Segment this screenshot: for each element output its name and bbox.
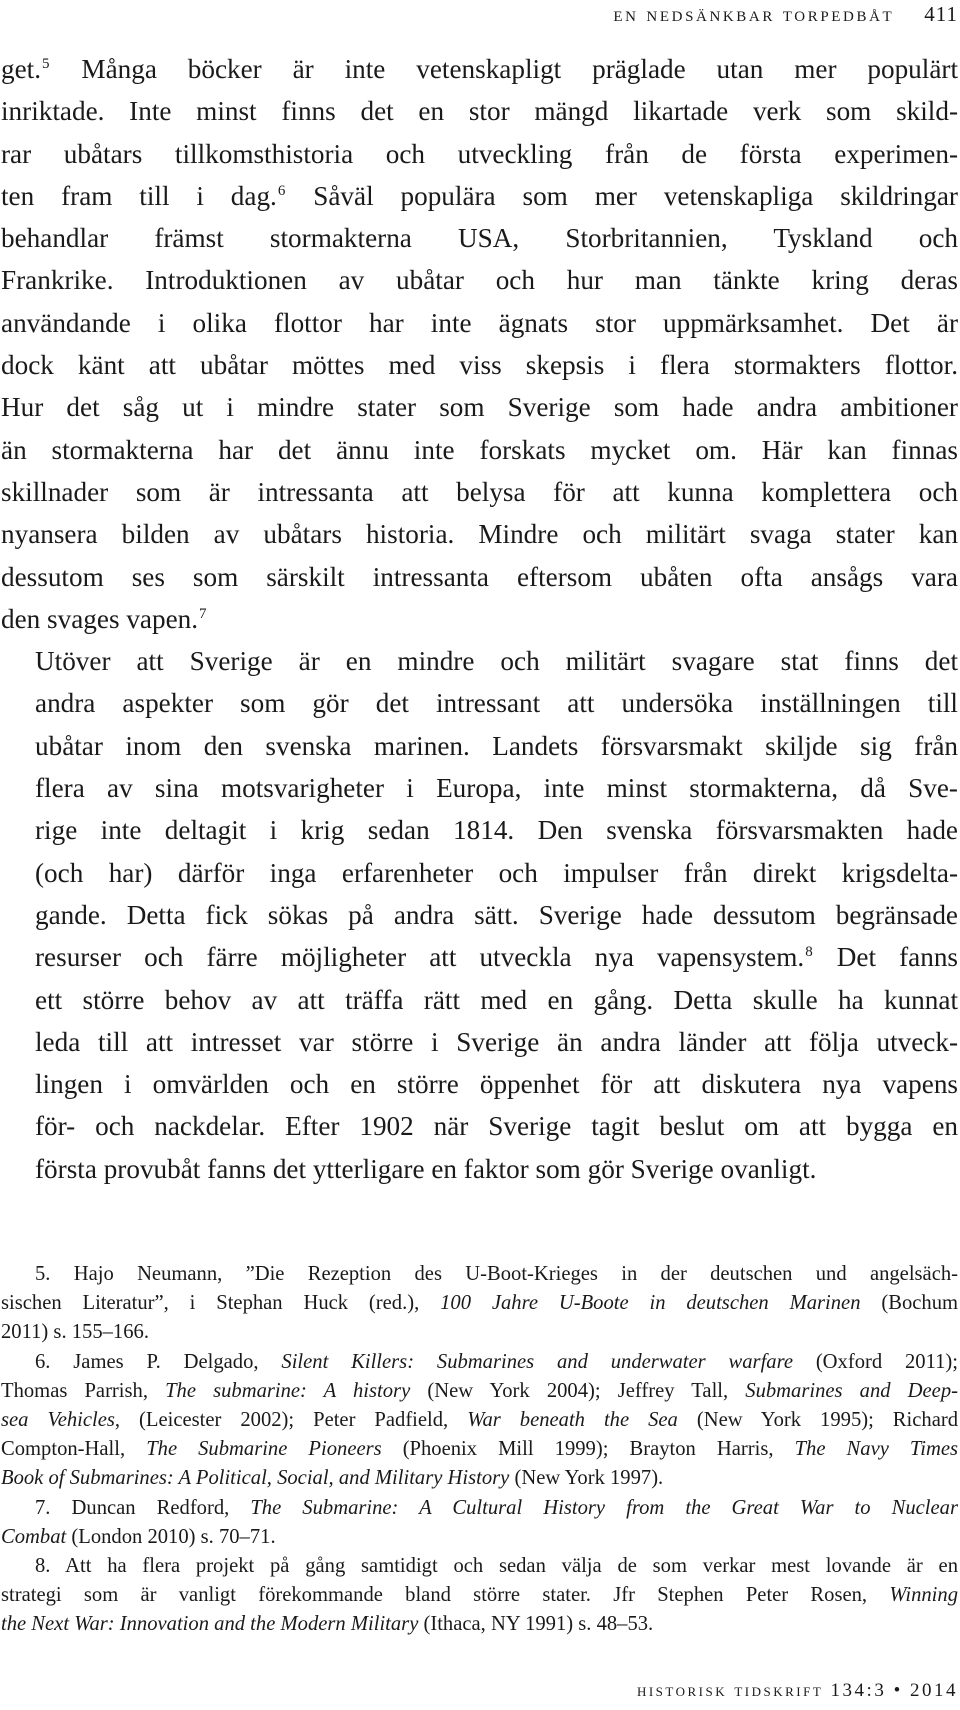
text-run: (New York 1997). [509, 1467, 664, 1490]
text-run: sischen Literatur”, i Stephan Huck (red.), [1, 1292, 441, 1315]
text-run: Duncan Redford, [50, 1496, 251, 1519]
text-run: James P. Delgado, [50, 1350, 282, 1373]
text-run: dessutom ses som särskilt intressanta eftersom ubåten ofta ansågs vara [1, 561, 958, 592]
text-run: inriktade. Inte minst finns det en stor mängd likartade verk som skild- [1, 96, 958, 127]
text-line [1, 175, 958, 217]
footnote-number: 5. [35, 1263, 51, 1285]
footnote-line [1, 1464, 958, 1493]
text-run: för- och nackdelar. Efter 1902 när Sverige tagit beslut om att bygga en [35, 1111, 958, 1142]
footnote-line [1, 1581, 958, 1610]
footnote-line [1, 1348, 958, 1377]
footnote-line [1, 1260, 958, 1289]
italic-title: The submarine: A history [165, 1379, 411, 1402]
footnote-line [1, 1377, 958, 1406]
italic-title: the Next War: Innovation and the Modern Military [1, 1613, 419, 1636]
text-run: (Bochum [860, 1292, 959, 1315]
text-line [1, 979, 958, 1021]
text-run: (New York 2004); Jeffrey Tall, [410, 1379, 746, 1402]
footnote-line [1, 1523, 958, 1552]
footnote-number: 8. [35, 1555, 51, 1578]
text-run: Hur det såg ut i mindre stater som Sverige som hade andra ambitioner [1, 392, 958, 423]
text-run: flera av sina motsvarigheter i Europa, inte minst stormakterna, då Sve- [35, 773, 958, 804]
running-head [0, 2, 958, 32]
text-line [1, 936, 958, 978]
running-foot [637, 1680, 958, 1702]
text-run: den svages vapen. [1, 603, 199, 634]
text-line [1, 640, 958, 682]
text-run: Compton-Hall, [1, 1438, 147, 1461]
text-run: dock känt att ubåtar möttes med viss skepsis i flera stormakters flottor. [1, 350, 958, 381]
footnote-line [1, 1318, 958, 1347]
text-line [1, 725, 958, 767]
text-run: än stormakterna har det ännu inte forskats mycket om. Här kan finnas [1, 434, 958, 465]
text-line [1, 852, 958, 894]
text-run: , (Leicester 2002); Peter Padfield, [114, 1409, 468, 1432]
text-run: (New York 1995); Richard [677, 1409, 958, 1432]
footnote-line [1, 1610, 958, 1639]
text-run: andra aspekter som gör det intressant att undersöka inställningen till [35, 688, 958, 719]
italic-title: The Submarine Pioneers [146, 1438, 382, 1461]
italic-title: The Submarine: A Cultural History from the Great War to Nuclear [250, 1496, 958, 1519]
footnotes [1, 1260, 958, 1640]
text-run: get. [1, 54, 42, 84]
text-run: Såväl populära som mer vetenskapliga skildringar [286, 180, 958, 211]
text-line [1, 429, 958, 471]
italic-title: 100 Jahre U-Boote in deutschen Marinen [440, 1292, 861, 1315]
text-run: nyansera bilden av ubåtars historia. Mindre och militärt svaga stater kan [1, 519, 958, 550]
footnote [1, 1348, 958, 1494]
footnote-line [1, 1289, 958, 1318]
text-line [1, 767, 958, 809]
footnote-line [1, 1406, 958, 1435]
page-number: 411 [924, 2, 958, 26]
footnote-ref[interactable]: 6 [277, 182, 286, 199]
text-run: användande i olika flottor har inte ägnats stor uppmärksamhet. Det är [1, 307, 958, 338]
text-line [1, 259, 958, 301]
text-line [1, 1105, 958, 1147]
text-line [1, 217, 958, 259]
italic-title: Combat [1, 1525, 67, 1548]
footnote [1, 1260, 958, 1348]
footnote-number: 7. [35, 1496, 51, 1519]
text-line [1, 682, 958, 724]
footnote-ref[interactable]: 7 [199, 605, 207, 622]
text-run: skillnader som är intressanta att belysa för att kunna komplettera och [1, 476, 958, 507]
text-line [1, 1063, 958, 1105]
text-line [1, 386, 958, 428]
text-run: Det fanns [813, 942, 958, 973]
text-run: strategi som är vanligt förekommande bland större stater. Jfr Stephen Peter Rosen, [1, 1584, 890, 1607]
running-head-title: en nedsänkbar torpedbåt [613, 2, 895, 26]
journal-separator: • [886, 1680, 910, 1701]
text-line [1, 598, 958, 640]
footnote-ref[interactable]: 5 [42, 55, 50, 72]
footnote-ref[interactable]: 8 [805, 944, 813, 961]
text-run: ten fram till i dag. [1, 180, 277, 211]
italic-title: Silent Killers: Submarines and underwater warfare [281, 1350, 793, 1373]
footnote-line [1, 1435, 958, 1464]
text-run: (Oxford 2011); [792, 1350, 959, 1373]
text-run: Utöver att Sverige är en mindre och militärt svagare stat finns det [35, 646, 958, 677]
text-line [1, 1021, 958, 1063]
text-run: ubåtar inom den svenska marinen. Landets försvarsmakt skiljde sig från [35, 730, 958, 761]
text-line [1, 1148, 958, 1190]
text-run: ett större behov av att träffa rätt med en gång. Detta skulle ha kunnat [35, 984, 958, 1015]
text-run: lingen i omvärlden och en större öppenhet för att diskutera nya vapens [35, 1069, 958, 1100]
text-run: Thomas Parrish, [1, 1379, 166, 1402]
text-line [1, 471, 958, 513]
paragraph [1, 48, 958, 640]
text-run: rige inte deltagit i krig sedan 1814. Den svenska försvarsmakten hade [35, 815, 958, 846]
text-line [1, 90, 958, 132]
italic-title: The Navy Times [794, 1438, 958, 1461]
text-run: gande. Detta fick sökas på andra sätt. Sverige hade dessutom begränsade [35, 899, 958, 930]
text-line [1, 344, 958, 386]
text-run: (London 2010) s. 70–71. [66, 1525, 276, 1548]
footnote-line [1, 1494, 958, 1523]
text-run: (Phoenix Mill 1999); Brayton Harris, [381, 1438, 795, 1461]
footnote-number: 6. [35, 1350, 51, 1373]
text-run: Frankrike. Introduktionen av ubåtar och hur man tänkte kring deras [1, 265, 958, 296]
text-line [1, 133, 958, 175]
journal-year: 2014 [910, 1680, 958, 1701]
body-text [1, 48, 958, 1190]
text-run: första provubåt fanns det ytterligare en faktor som gör Sverige ovanligt. [35, 1153, 817, 1184]
paragraph [1, 640, 958, 1190]
text-line [1, 894, 958, 936]
text-line [1, 48, 958, 90]
text-run: 2011) s. 155–166. [1, 1321, 149, 1344]
text-run: Att ha flera projekt på gång samtidigt och sedan välja de som verkar mest lovande är en [50, 1555, 958, 1578]
text-run: behandlar främst stormakterna USA, Storbritannien, Tyskland och [1, 223, 958, 254]
text-run: leda till att intresset var större i Sverige än andra länder att följa utveck- [35, 1026, 958, 1057]
text-run: (Ithaca, NY 1991) s. 48–53. [418, 1613, 654, 1636]
text-line [1, 809, 958, 851]
text-run: resurser och färre möjligheter att utveckla nya vapensystem. [35, 942, 805, 973]
italic-title: sea Vehicles [1, 1409, 115, 1432]
text-line [1, 556, 958, 598]
text-line [1, 302, 958, 344]
journal-name: historisk tidskrift 134:3 [636, 1680, 887, 1701]
italic-title: War beneath the Sea [467, 1409, 678, 1432]
footnote [1, 1494, 958, 1552]
text-run: Många böcker är inte vetenskapligt präglade utan mer populärt [50, 54, 958, 84]
text-run: Hajo Neumann, ”Die Rezeption des U-Boot-Krieges in der deutschen und angelsäch- [50, 1263, 958, 1285]
italic-title: Submarines and Deep- [745, 1379, 958, 1402]
italic-title: Book of Submarines: A Political, Social, and Military History [1, 1467, 510, 1490]
text-run: (och har) därför inga erfarenheter och impulser från direkt krigsdelta- [35, 857, 958, 888]
italic-title: Winning [889, 1584, 958, 1607]
text-run: rar ubåtars tillkomsthistoria och utveckling från de första experimen- [1, 138, 958, 169]
footnote [1, 1552, 958, 1640]
text-line [1, 513, 958, 555]
footnote-line [1, 1552, 958, 1581]
